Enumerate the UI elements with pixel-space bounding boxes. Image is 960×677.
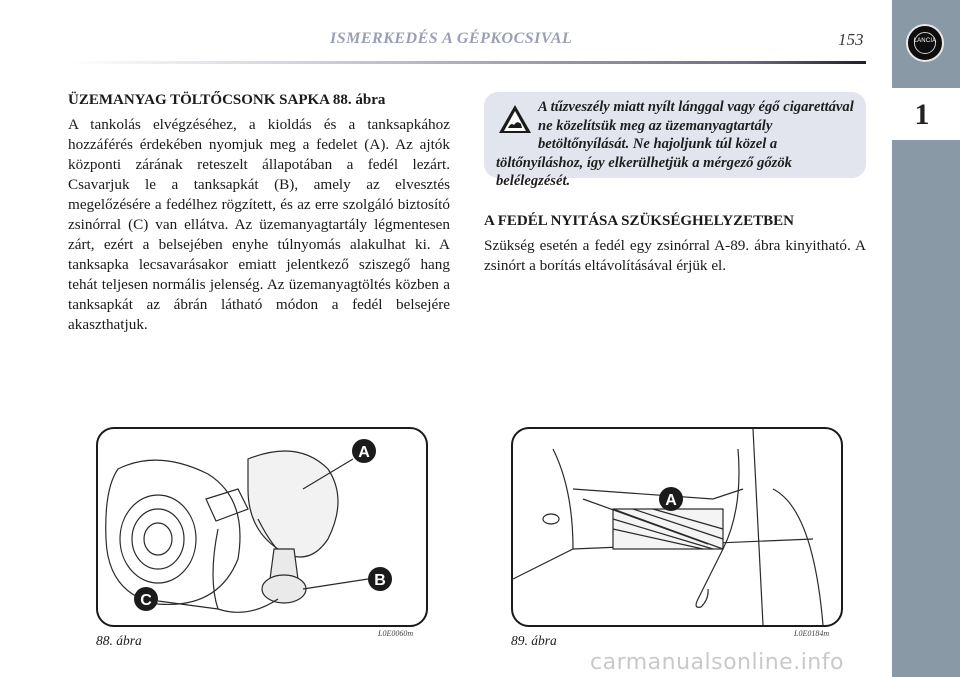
watermark: carmanualsonline.info [590,650,844,675]
figure-89-caption: 89. ábra [511,633,557,648]
callout-c: C [140,592,152,609]
page-number: 153 [838,30,864,49]
warning-box [484,92,866,189]
callout-a: A [358,444,370,461]
logo-text: LANCIA [913,38,937,44]
figure-89-code: L0E0184m [794,629,830,638]
fuel-cap-section [68,92,450,335]
header-title: ISMERKEDÉS A GÉPKOCSIVAL [330,30,573,47]
fuel-cap-illustration [98,429,426,625]
chapter-tab[interactable] [892,88,960,140]
figure-88-caption: 88. ábra [96,633,142,648]
lancia-logo-icon [906,24,944,62]
fuel-cap-body: A tankolás elvégzéséhez, a kioldás és a tanksapkához hozzáférés érdekében nyomjuk meg a fedelet (A). Az ajtók központi zárának reteszelt állapotában a fedél lezárt. Csavarjuk le a tanksapkát (B), amely az elvesztés megelőzésére a fedélhez rögzített, és az erre szolgáló biztosító zsinórral (C) van ellátva. Az üzemanyagtartály légmentesen zárt, ezért a belsejében enyhe túlnyomás alakulhat ki. A tanksapka lecsavarásakor emiatt jelentkező sziszegő hang tehát teljesen normális jelenség. Az üzemanyagtöltés közben a tanksapkát az ábrán látható módon a fedél belsejére akaszthatjuk. [68,116,450,333]
figure-88-code: L0E0060m [378,629,414,638]
figure-88 [96,427,428,627]
callout-b: B [374,572,386,589]
figure-89 [511,427,843,627]
callout-a-89: A [665,492,677,509]
emergency-opening-heading: A FEDÉL NYITÁSA SZÜKSÉGHELYZETBEN [484,213,794,229]
header-rule [68,61,866,64]
trunk-illustration [513,429,841,625]
fuel-cap-heading: ÜZEMANYAG TÖLTŐCSONK SAPKA 88. ábra [68,92,386,108]
warning-text: A tűzveszély miatt nyílt lánggal vagy égő cigarettával ne közelítsük meg az üzemanyagtartály betöltőnyílását. Ne hajoljunk túl közel a töltőnyíláshoz, így elkerülhetjük a mérgező gőzök belélegzését. [496,99,854,189]
chapter-number: 1 [914,98,930,131]
emergency-opening-body: Szükség esetén a fedél egy zsinórral A-89. ábra kinyitható. A zsinórt a borítás eltávolításával érjük el. [484,237,866,274]
emergency-opening-section [484,213,866,276]
